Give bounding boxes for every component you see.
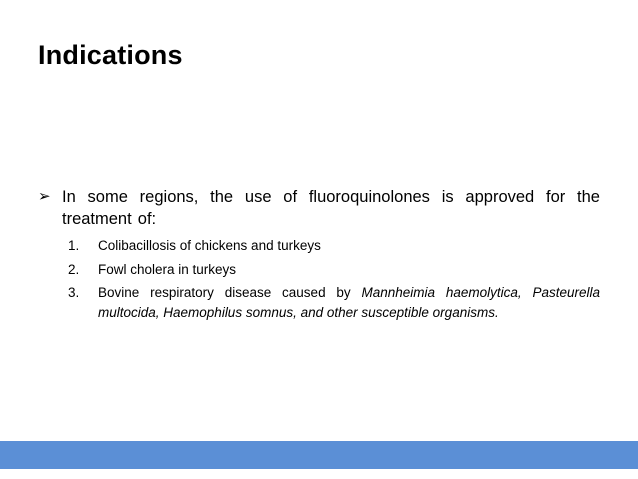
list-item [68,283,600,322]
indication-list [38,236,600,322]
list-item [68,236,600,256]
list-item-text: Colibacillosis of chickens and turkeys [98,238,321,253]
arrow-bullet-icon: ➢ [38,188,51,205]
list-item-number: 3. [68,285,80,300]
list-item-number: 1. [68,238,80,253]
list-item-prefix: Bovine respiratory disease caused by [98,285,362,300]
footer-bar [0,441,638,469]
bullet-text: In some regions, the use of fluoroquinolones is approved for the treatment of: [62,188,600,228]
list-item-number: 2. [68,261,80,277]
list-item-text [98,283,600,322]
bullet-point [38,186,600,230]
slide-title: Indications [38,40,183,70]
list-item-text: Fowl cholera in turkeys [98,261,237,277]
slide-content [38,186,600,326]
organism-names: Mannheimia haemolytica, Pasteurella multocida, Haemophilus somnus, and other susceptible organisms. [98,285,600,320]
list-item [68,260,600,280]
